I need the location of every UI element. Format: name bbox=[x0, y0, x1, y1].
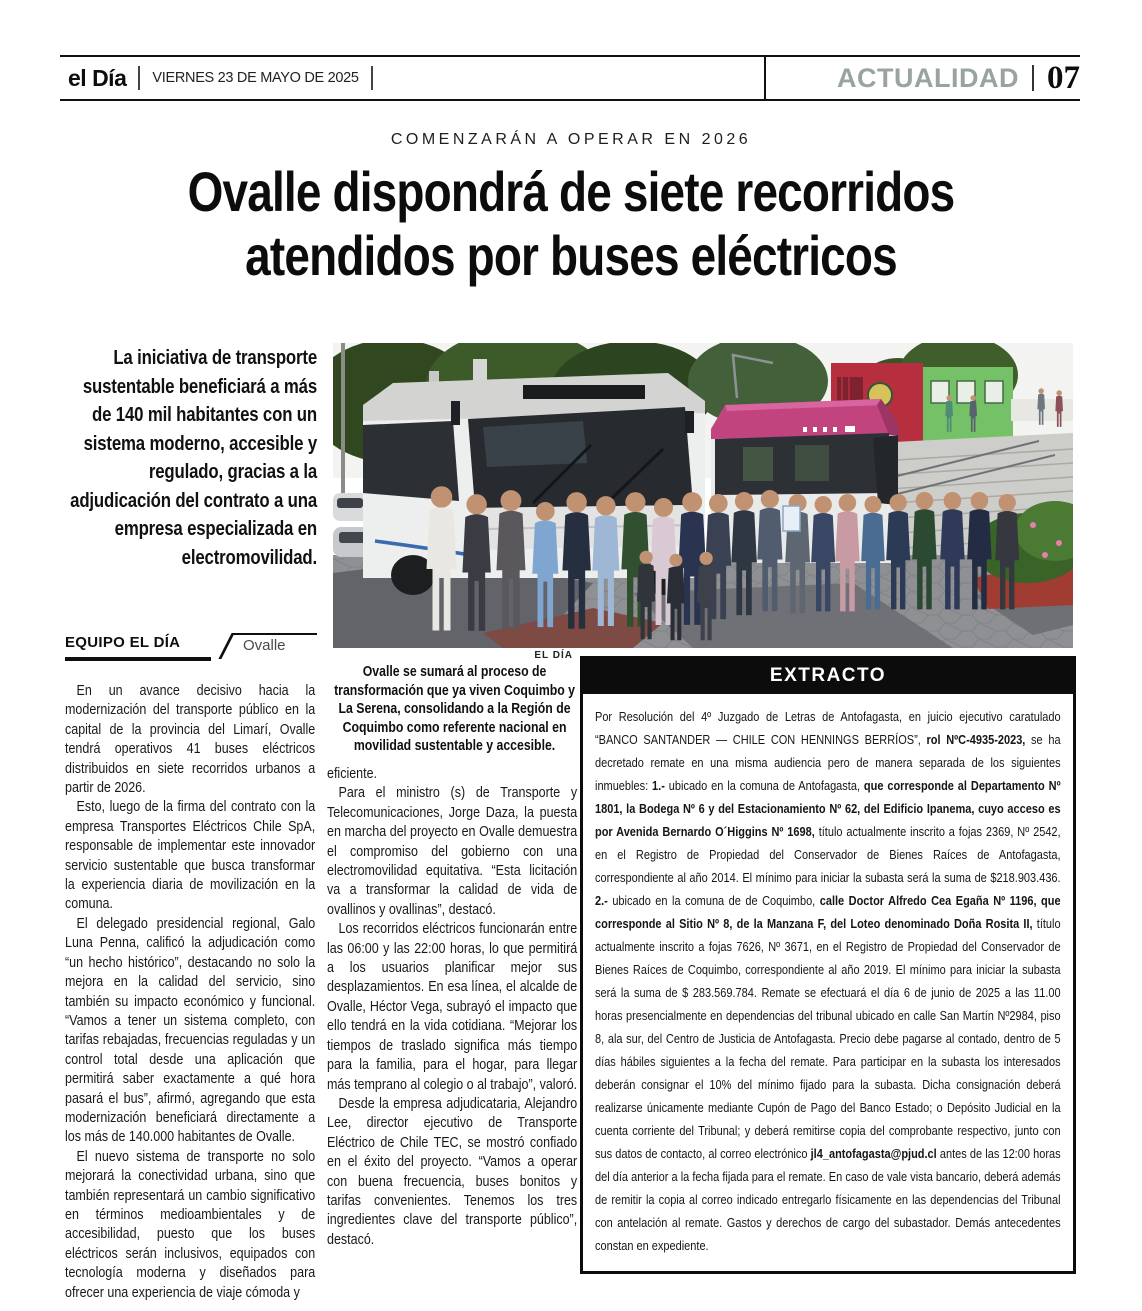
article-column-2 bbox=[327, 764, 577, 1249]
headline bbox=[0, 160, 1142, 288]
kicker: COMENZARÁN A OPERAR EN 2026 bbox=[390, 131, 752, 148]
photo-caption: Ovalle se sumará al proceso de transformación que ya viven Coquimbo y La Serena, consolidando a la Región de Coquimbo como referente nacional en movilidad sustentable y accesible. bbox=[334, 664, 575, 754]
byline bbox=[65, 631, 317, 665]
body-paragraph: Esto, luego de la firma del contrato con la empresa Transportes Eléctricos Chile SpA, responsable de implementar este innovador servicio sustentable que busca transformar la experiencia diaria de movilización en la comuna. bbox=[65, 798, 316, 913]
body-paragraph: En un avance decisivo hacia la modernización del transporte público en la capital de la provincia del Limarí, Ovalle tendrá operativos 41 buses eléctricos distribuidos en siete recorridos urbanos a partir de 2026. bbox=[65, 682, 316, 797]
photo-credit: EL DÍA bbox=[534, 650, 573, 661]
headline-line-1: Ovalle dispondrá de siete recorridos bbox=[187, 160, 955, 223]
masthead-bottom-rule bbox=[60, 99, 1080, 101]
body-paragraph: El nuevo sistema de transporte no solo mejorará la conectividad urbana, sino que también representará un cambio significativo en términos medioambientales y de accesibilidad, puesto que los buses eléctricos serán inclusivos, equipados con tecnología moderna y diseñados para ofrecer una experiencia de viaje cómoda y bbox=[65, 1147, 316, 1301]
body-paragraph: El delegado presidencial regional, Galo Luna Penna, calificó la adjudicación como “un hecho histórico”, destacando no solo la mejora en la calidad del servicio, sino también su impacto económico y funcional. “Vamos a tener un sistema completo, con tarifas rebajadas, frecuencias reguladas y un control total desde una aplicación que permitirá saber exactamente a qué hora pasará el bus”, afirmó, agregando que esta modernización beneficiará directamente a los más de 140.000 habitantes de Ovalle. bbox=[65, 914, 316, 1146]
news-photo bbox=[333, 343, 1073, 648]
body-paragraph: eficiente. bbox=[327, 765, 378, 782]
lead-paragraph: La iniciativa de transporte sustentable beneficiará a más de 140 mil habitantes con un sistema moderno, accesible y regulado, gracias a la adjudicación del contrato a una empresa especializada en electromovilidad. bbox=[70, 347, 318, 569]
byline-author: EQUIPO EL DÍA bbox=[65, 634, 181, 651]
page-number: 07 bbox=[1047, 59, 1080, 96]
byline-topline bbox=[233, 633, 317, 635]
masthead-divider bbox=[371, 66, 373, 90]
masthead-divider bbox=[138, 66, 140, 90]
headline-line-2: atendidos por buses eléctricos bbox=[245, 224, 897, 287]
section-label: ACTUALIDAD bbox=[837, 62, 1019, 93]
brand-logo: el Día bbox=[68, 64, 127, 91]
masthead-vertical-divider bbox=[764, 55, 766, 101]
body-paragraph: Para el ministro (s) de Transporte y Telecomunicaciones, Jorge Daza, la puesta en marcha del proyecto en Ovalle demuestra el compromiso del gobierno con una electromovilidad equitativa. “Esta licitación va a transformar la calidad de vida de ovallinos y ovallinas”, destacó. bbox=[327, 784, 578, 918]
masthead-section bbox=[837, 57, 1080, 99]
issue-date: VIERNES 23 DE MAYO DE 2025 bbox=[152, 70, 359, 86]
extract-box bbox=[580, 656, 1076, 1274]
body-paragraph: Desde la empresa adjudicataria, Alejandro Lee, director ejecutivo de Transporte Eléctrico de Chile TEC, se mostró confiado en el éxito del proyecto. “Vamos a operar con buena frecuencia, buses bonitos y tarifas convenientes. Tenemos los tres ingredientes clave del transporte público”, destacó. bbox=[327, 1094, 578, 1248]
news-photo-illustration bbox=[333, 343, 1073, 648]
certificate bbox=[783, 506, 800, 531]
extract-title: EXTRACTO bbox=[583, 659, 1073, 694]
body-paragraph: Los recorridos eléctricos funcionarán entre las 06:00 y las 22:00 horas, lo que permitirá a los usuarios planificar mejor sus desplazamientos. En esa línea, el alcalde de Ovalle, Héctor Vega, subrayó el impacto que ello tendrá en la vida cotidiana. “Mejorar los tiempos de traslado significa más tiempo para la familia, para el hogar, para llegar más temprano al colegio o al trabajo”, valoró. bbox=[327, 920, 578, 1093]
article-column-1 bbox=[65, 681, 315, 1302]
byline-location: Ovalle bbox=[243, 637, 286, 654]
masthead bbox=[68, 60, 373, 96]
extract-text: Por Resolución del 4º Juzgado de Letras de Antofagasta, en juicio ejecutivo caratulado “BANCO SANTANDER — CHILE CON HENNINGS BERRÍOS”, rol NºC-4935-2023, se ha decretado remate en una misma audiencia pero de manera separada de los siguientes inmuebles: 1.- ubicado en la comuna de Antofagasta, que corresponde al Departamento Nº 1801, la Bodega Nº 6 y del Estacionamiento Nº 62, del Edificio Ipanema, cuyo acceso es por Avenida Bernardo O´Higgins Nº 1698, título actualmente inscrito a fojas 2369, Nº 2542, en el Registro de Propiedad del Conservador de Bienes Raíces de Antofagasta, correspondiente al año 2014. El mínimo para iniciar la subasta será la suma de $218.903.436. 2.- ubicado en la comuna de de Coquimbo, calle Doctor Alfredo Cea Egaña Nº 1196, que corresponde al Sitio Nº 8, de la Manzana F, del Loteo denominado Doña Rosita II, título actualmente inscrito a fojas 7626, Nº 3671, en el Registro de Propiedad del Conservador de Bienes Raíces de Coquimbo, correspondiente al año 2019. El mínimo para iniciar la subasta será la suma de $ 283.569.784. Remate se efectuará el día 6 de junio de 2025 a las 11.00 horas presencialmente en dependencias del tribunal ubicado en calle San Martín Nº2984, piso 8, ala sur, del Centro de Justicia de Antofagasta. Precio debe pagarse al contado, dentro de 5 días hábiles siguientes a la fecha del remate. Para participar en la subasta los interesados deberán consignar el 10% del mínimo fijado para la subasta. Dicha consignación deberá realizarse únicamente mediante Cupón de Pago del Banco Estado; o Depósito Judicial en la cuenta corriente del Tribunal; y deberá remitirse copia del comprobante respectivo, junto con sus datos de contacto, al correo electrónico jl4_antofagasta@pjud.cl antes de las 12:00 horas del día anterior a la fecha fijada para el remate. En caso de vale vista bancario, deberá además de remitir la copia al correo indicado entregarlo físicamente en las dependencias del Tribunal con antelación al remate. Gastos y derechos de cargo del subastador. Demás antecedentes constan en expediente. bbox=[595, 709, 1061, 1253]
section-divider bbox=[1032, 65, 1034, 91]
byline-slash bbox=[218, 633, 234, 659]
byline-underline bbox=[65, 657, 211, 661]
